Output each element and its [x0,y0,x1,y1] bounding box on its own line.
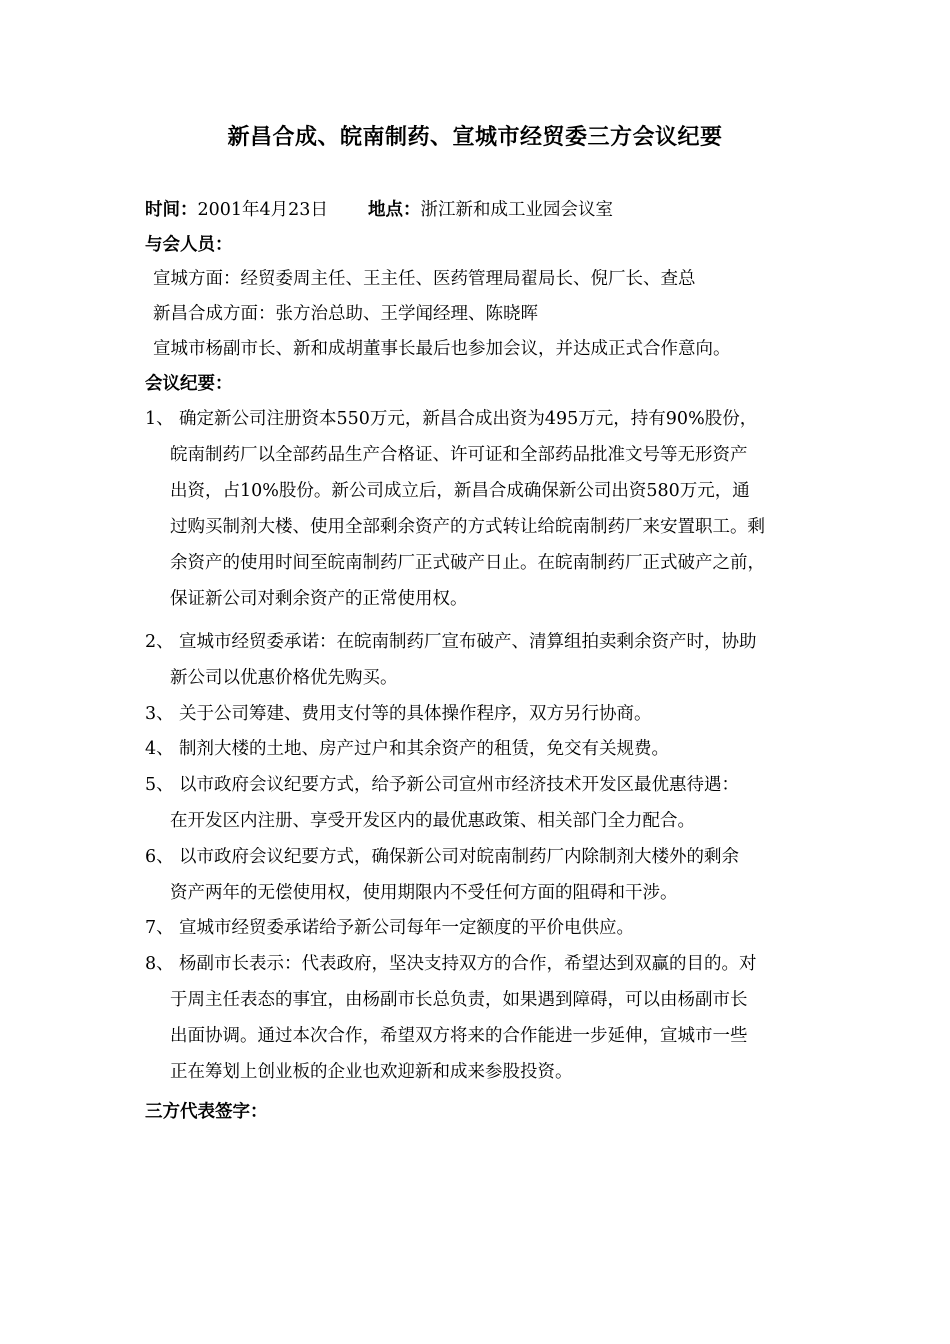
item-text-line: 宣城市经贸委承诺：在皖南制药厂宣布破产、清算组拍卖剩余资产时，协助 [179,632,757,652]
attendees-heading: 与会人员： [145,235,233,255]
minutes-item-1 [145,402,757,436]
item-text-line: 以市政府会议纪要方式，确保新公司对皖南制药厂内除制剂大楼外的剩余 [179,847,739,867]
place-label: 地点： [367,200,421,220]
attendee-line: 宣城市杨副市长、新和成胡董事长最后也参加会议，并达成正式合作意向。 [153,339,731,359]
time-label: 时间： [145,200,198,220]
item-text-line: 制剂大楼的土地、房产过户和其余资产的租赁，免交有关规费。 [179,739,669,759]
item-text-line: 确定新公司注册资本550万元，新昌合成出资为495万元，持有90%股份， [179,409,758,429]
item-number: 3、 [145,704,174,724]
item-number: 5、 [145,775,174,795]
item-text-line: 关于公司筹建、费用支付等的具体操作程序，双方另行协商。 [179,704,652,724]
item-text-line: 杨副市长表示：代表政府，坚决支持双方的合作，希望达到双赢的目的。对 [179,954,757,974]
item-text-line: 正在筹划上创业板的企业也欢迎新和成来参股投资。 [170,1062,573,1082]
place-value: 浙江新和成工业园会议室 [420,200,613,220]
minutes-item-3 [145,697,652,731]
item-text-line: 保证新公司对剩余资产的正常使用权。 [170,589,468,609]
item-text-line: 出面协调。通过本次合作，希望双方将来的合作能进一步延伸，宣城市一些 [170,1026,748,1046]
item-number: 4、 [145,739,174,759]
item-number: 2、 [145,632,174,652]
item-text-line: 皖南制药厂以全部药品生产合格证、许可证和全部药品批准文号等无形资产 [170,445,748,465]
item-text-line: 于周主任表态的事宜，由杨副市长总负责，如果遇到障碍，可以由杨副市长 [170,990,748,1010]
item-text-line: 余资产的使用时间至皖南制药厂正式破产日止。在皖南制药厂正式破产之前， [170,553,765,573]
document-title: 新昌合成、皖南制药、宣城市经贸委三方会议纪要 [227,125,723,150]
time-value: 2001年4月23日 [197,200,328,220]
item-text-line: 新公司以优惠价格优先购买。 [170,668,398,688]
signature-heading: 三方代表签字： [145,1102,268,1122]
item-number: 1、 [145,409,174,429]
item-text-line: 出资，占10%股份。新公司成立后，新昌合成确保新公司出资580万元，通 [170,481,750,501]
minutes-item-2 [145,625,757,659]
attendee-line: 宣城方面：经贸委周主任、王主任、医药管理局翟局长、倪厂长、查总 [153,269,696,289]
attendee-line: 新昌合成方面：张方治总助、王学闻经理、陈晓晖 [153,304,538,324]
item-number: 7、 [145,918,174,938]
item-text-line: 资产两年的无偿使用权，使用期限内不受任何方面的阻碍和干涉。 [170,883,678,903]
minutes-item-5 [145,768,739,802]
item-text-line: 过购买制剂大楼、使用全部剩余资产的方式转让给皖南制药厂来安置职工。剩 [170,517,765,537]
minutes-item-4 [145,732,669,766]
item-number: 8、 [145,954,174,974]
minutes-item-7 [145,911,634,945]
item-text-line: 在开发区内注册、享受开发区内的最优惠政策、相关部门全力配合。 [170,811,695,831]
minutes-item-8 [145,947,757,981]
minutes-item-6 [145,840,739,874]
minutes-heading: 会议纪要： [145,374,233,394]
item-text-line: 以市政府会议纪要方式，给予新公司宣州市经济技术开发区最优惠待遇： [179,775,739,795]
item-number: 6、 [145,847,174,867]
meta-line [145,193,613,227]
item-text-line: 宣城市经贸委承诺给予新公司每年一定额度的平价电供应。 [179,918,634,938]
